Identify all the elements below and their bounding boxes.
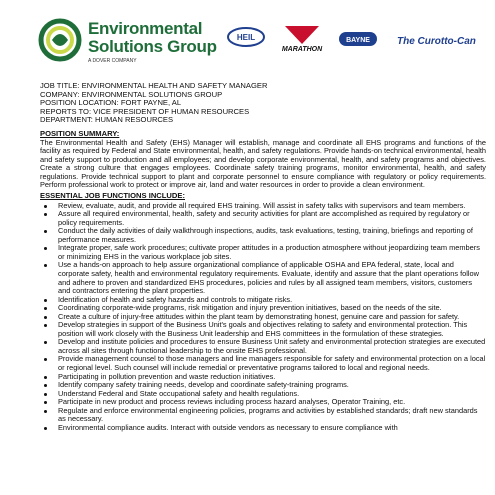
heil-logo-text: HEIL [236, 33, 256, 42]
esg-circle-logo-icon [38, 18, 82, 62]
list-item: Review, evaluate, audit, and provide all required EHS training. Will assist in safety talks with supervisors and team members. [52, 202, 486, 211]
list-item: Conduct the daily activities of daily walkthrough inspections, audits, task evaluations, testing, training, briefings and reporting of performance measures. [52, 227, 486, 244]
position-location: POSITION LOCATION: FORT PAYNE, AL [40, 98, 182, 108]
position-summary-section [40, 130, 486, 190]
essential-functions-list [40, 202, 486, 433]
list-item: Regulate and enforce environmental engineering policies, programs and activities by established standards; draft new standards as necessary. [52, 407, 486, 424]
company: COMPANY: ENVIRONMENTAL SOLUTIONS GROUP [40, 89, 223, 99]
essential-functions-section [40, 192, 486, 432]
list-item: Assure all required environmental, health, safety and security activities for plant are accomplished as required by regulatory or policy requirements. [52, 210, 486, 227]
list-item: Participating in pollution prevention and waste reduction initiatives. [52, 373, 486, 382]
environmental-solutions-group-logo [38, 18, 217, 68]
curotto-can-logo: The Curotto-Can [397, 36, 476, 47]
brand-name-line2: Solutions Group [88, 37, 217, 56]
list-item: Provide management counsel to those managers and line managers responsible for safety and environmental protection on a local or regional level. Such counsel will include remedial or preventative programs tailored to local and regional needs. [52, 355, 486, 372]
heil-logo [226, 26, 266, 48]
list-item: Develop and institute policies and procedures to ensure Business Unit safety and environmental protection strategies are executed across all sites through functional leadership to the onsite EHS professional. [52, 338, 486, 355]
brand-name-line1: Environmental [88, 19, 203, 38]
reports-to: REPORTS TO: VICE PRESIDENT OF HUMAN RESOURCES [40, 106, 250, 116]
brand-parent-tagline: A DOVER COMPANY [88, 58, 137, 64]
letterhead [0, 0, 495, 74]
marathon-logo [277, 24, 327, 54]
department: DEPARTMENT: HUMAN RESOURCES [40, 115, 174, 125]
list-item: Develop strategies in support of the Business Unit's goals and objectives relating to safety and environmental protection. This position will work closely with the Business Unit leadership and EHS committees in the formulation of these strategies. [52, 321, 486, 338]
position-summary-heading: POSITION SUMMARY: [40, 129, 120, 138]
list-item: Integrate proper, safe work procedures; cultivate proper attitudes in a production atmosphere without jeopardizing team members or minimizing EHS in the various workplace job sites. [52, 244, 486, 261]
job-info-block [40, 82, 480, 125]
marathon-logo-text: MARATHON [281, 46, 323, 53]
list-item: Coordinating corporate-wide programs, risk mitigation and injury prevention initiatives, based on the needs of the site. [52, 304, 486, 313]
essential-functions-heading: ESSENTIAL JOB FUNCTIONS INCLUDE: [40, 191, 185, 200]
list-item: Use a hands-on approach to help assure organizational compliance of applicable OSHA and EPA federal, state, local and corporate safety, health and environmental regulatory requirements. Evaluate, identify and assure that the plant operations follow and adhere to proven and standardized EHS procedures, policies and rules by all assigned team members, visitors, customers and contractors entering the plant properties. [52, 261, 486, 295]
bayne-logo-text: BAYNE [346, 37, 370, 44]
list-item: Identification of health and safety hazards and controls to mitigate risks. [52, 296, 486, 305]
list-item: Understand Federal and State occupational safety and health regulations. [52, 390, 486, 399]
job-title: JOB TITLE: ENVIRONMENTAL HEALTH AND SAFETY MANAGER [40, 81, 268, 90]
position-summary-text: The Environmental Health and Safety (EHS) Manager will establish, manage and coordinate all EHS programs and functions of the facility as required by Federal and State environmental, health, and safety regulations. Provide hands-on technical environmental, health and safety support to production and all employees; and develop corporate environmental, health, and safety programs and objectives. Create a strong culture that engages employees. Coordinate safety training programs, monitor environmental, health, and safety regulations. Provide technical support to plant and corporate personnel to ensure compliance with regulatory or policy requirements. Perform professional work to protect or improve air, land and water resources in order to provide a clean environment. [40, 137, 486, 190]
list-item: Create a culture of injury-free attitudes within the plant team by demonstrating honest, genuine care and passion for safety. [52, 313, 486, 322]
bayne-logo [337, 28, 379, 50]
list-item: Environmental compliance audits. Interact with outside vendors as necessary to ensure compliance with [52, 424, 486, 433]
list-item: Participate in new product and process reviews including process hazard analyses, Operator Training, etc. [52, 398, 486, 407]
list-item: Identify company safety training needs, develop and coordinate safety-training programs. [52, 381, 486, 390]
